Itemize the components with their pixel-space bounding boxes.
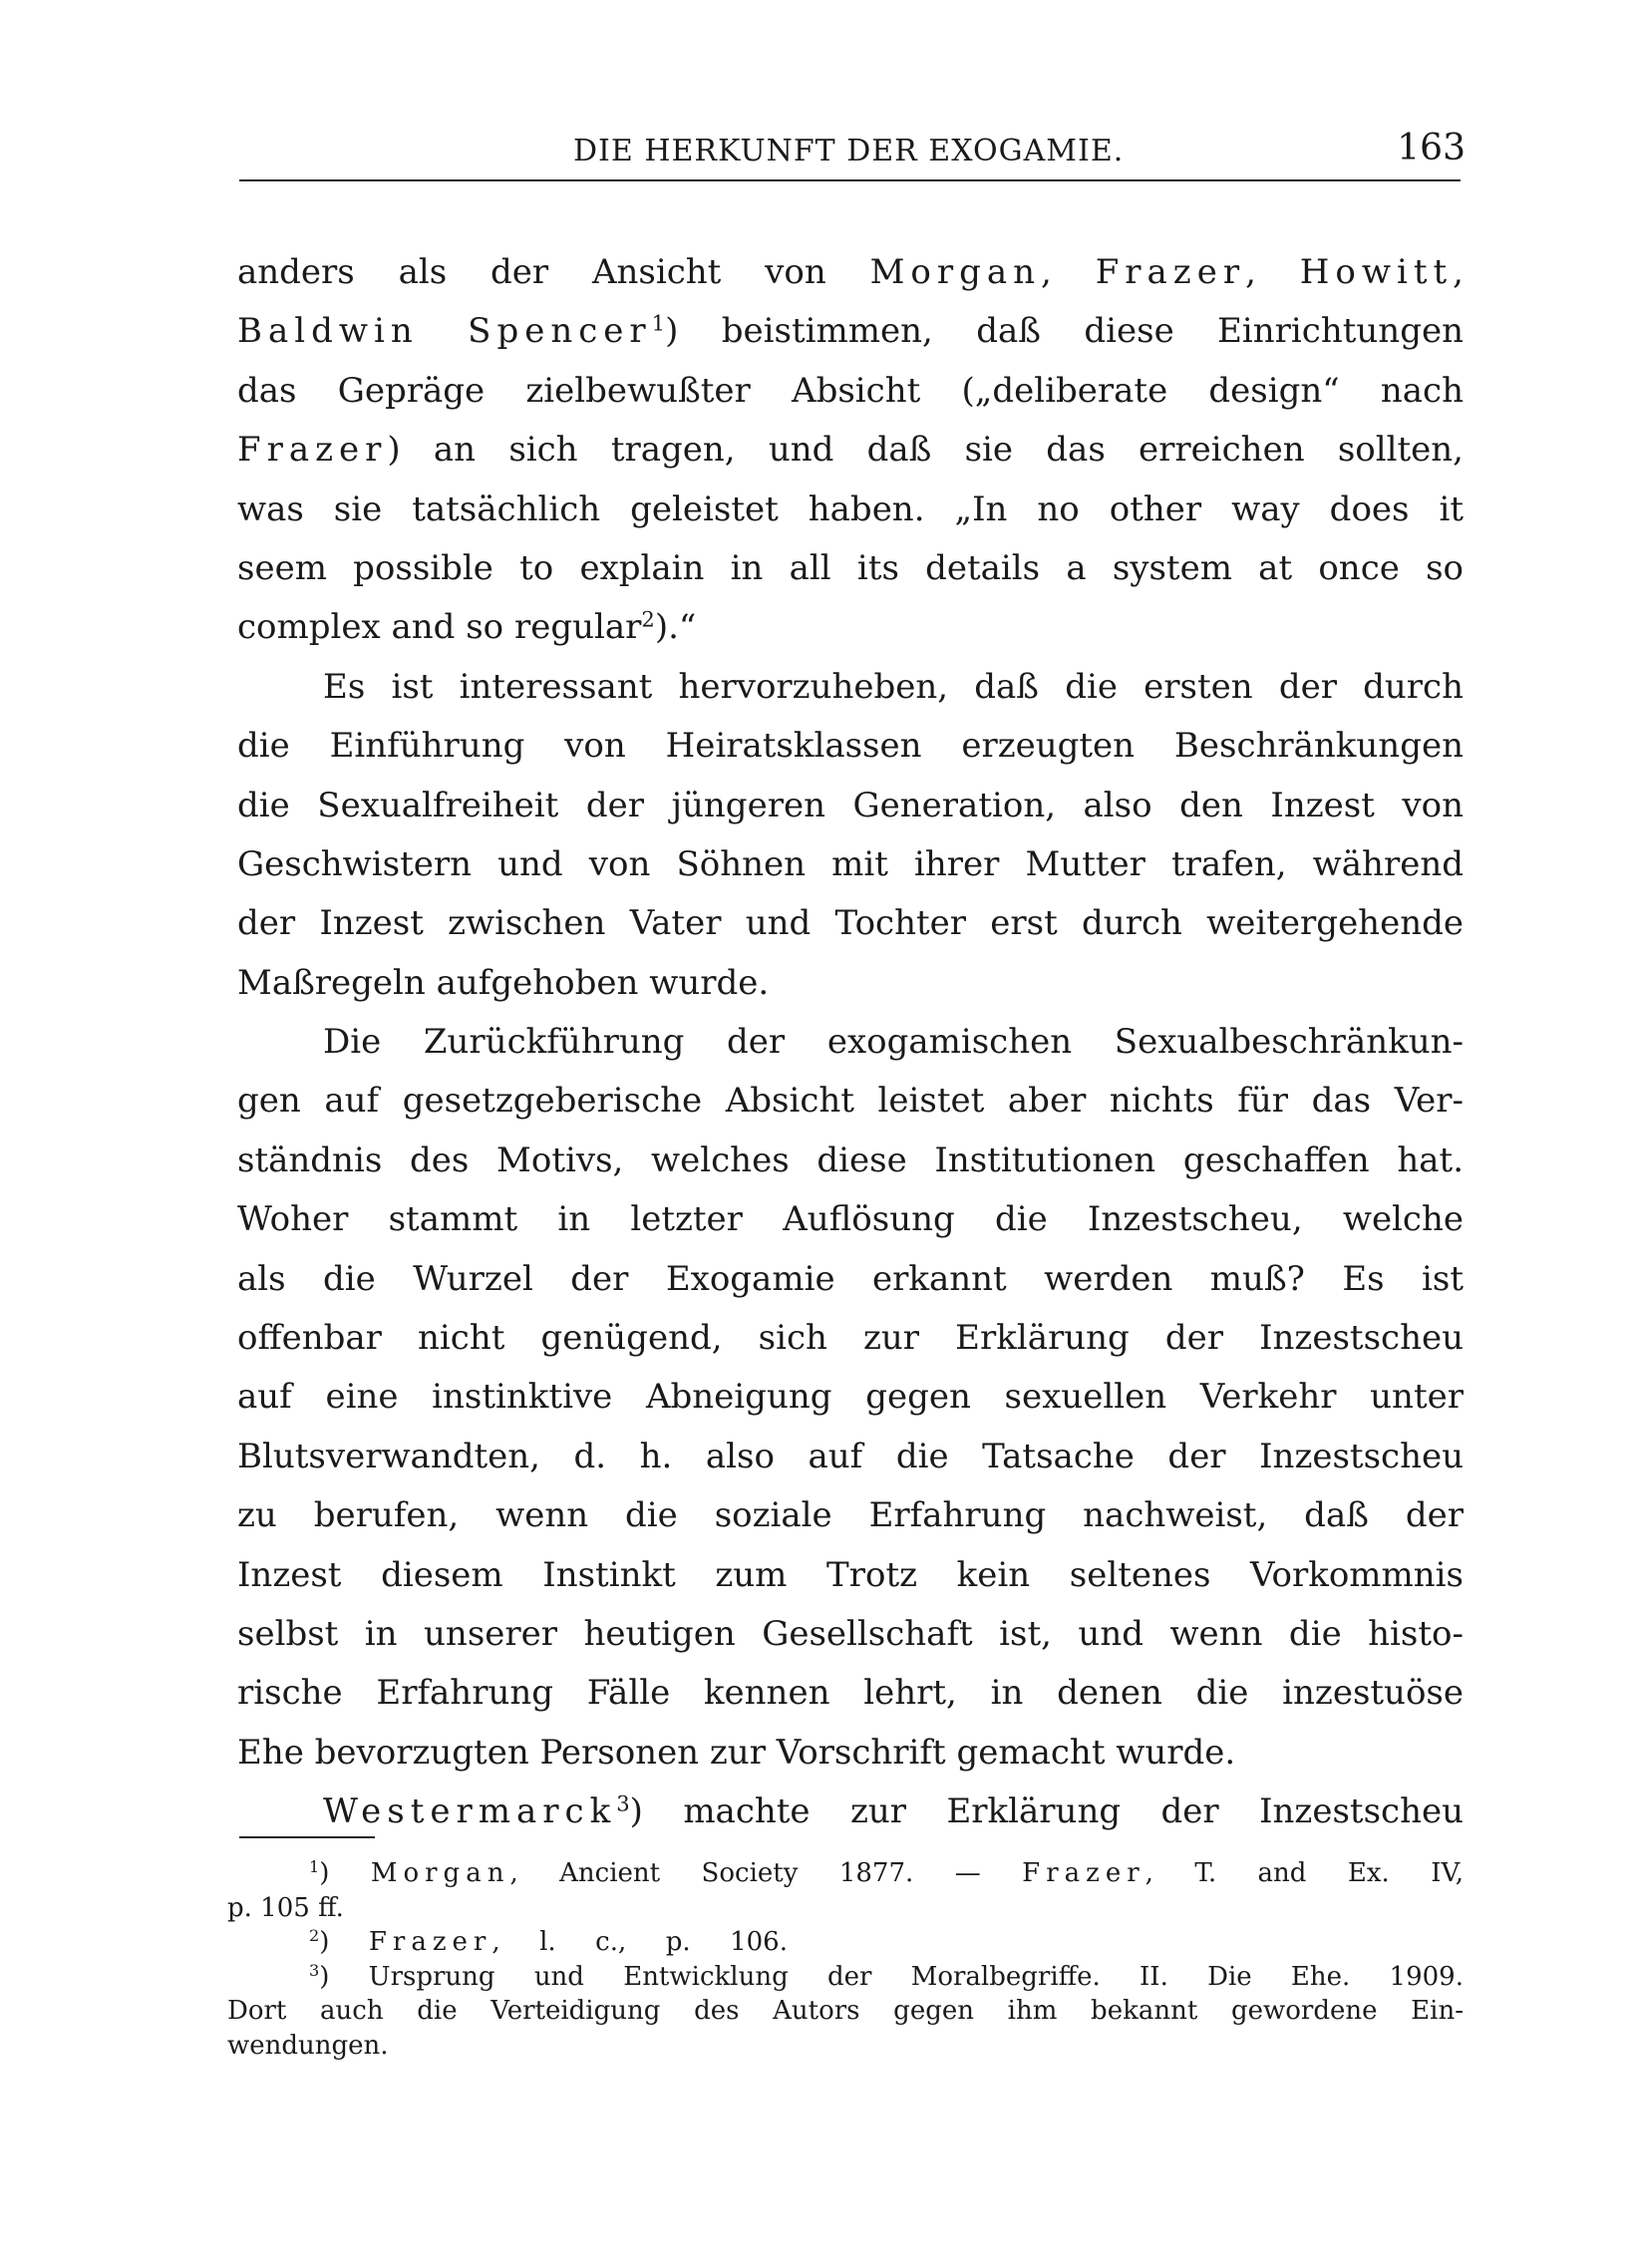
text-line <box>237 598 1464 657</box>
text-run: , <box>1245 252 1300 292</box>
text-line <box>237 362 1464 421</box>
text-run: rische Erfahrung Fälle kennen lehrt, in denen die inzestuöse <box>237 1673 1464 1714</box>
spaced-name: Frazer <box>237 430 388 471</box>
text-line <box>237 1368 1464 1427</box>
footnote-marker: 3 <box>309 1960 320 1980</box>
text-run: ) <box>319 1927 369 1957</box>
footnote-line <box>227 1856 1464 1891</box>
text-run: seem possible to explain in all its details a system at once so <box>237 547 1464 588</box>
text-line <box>237 835 1464 894</box>
text-line <box>237 894 1464 953</box>
text-run: , <box>1453 252 1464 292</box>
footnote-line <box>227 2029 1464 2064</box>
text-run: was sie tatsächlich geleistet haben. „In no other way does it <box>237 488 1464 529</box>
text-run: selbst in unserer heutigen Gesellschaft ist, und wenn die histo- <box>237 1613 1464 1654</box>
page-number: 163 <box>1397 128 1466 168</box>
text-line <box>237 1013 1464 1072</box>
text-line <box>237 481 1464 539</box>
footnote-line <box>227 1925 788 1960</box>
text-line <box>237 302 1464 361</box>
text-line <box>237 658 1464 717</box>
text-line <box>237 1132 1464 1190</box>
body-text <box>237 243 1464 1842</box>
text-run: die Einführung von Heiratsklassen erzeugten Beschränkungen <box>237 726 1464 767</box>
header-rule <box>239 179 1461 181</box>
text-run: der Inzest zwischen Vater und Tochter erst durch weitergehende <box>237 903 1464 944</box>
text-run: Es ist interessant hervorzuheben, daß die ersten der durch <box>323 666 1464 707</box>
text-line <box>237 954 1464 1013</box>
text-run: Blutsverwandten, d. h. also auf die Tatsache der Inzestscheu <box>237 1436 1464 1476</box>
text-run: ) machte zur Erklärung der Inzestscheu <box>629 1791 1464 1832</box>
text-run: Die Zurückführung der exogamischen Sexualbeschränkun- <box>323 1022 1464 1063</box>
text-line <box>237 243 1464 302</box>
text-line <box>237 1486 1464 1545</box>
footnote-marker: 1 <box>651 310 666 336</box>
footnote-marker: 1 <box>309 1857 320 1877</box>
text-run: wendungen. <box>227 2030 389 2061</box>
text-line <box>237 1250 1464 1309</box>
text-run: die Sexualfreiheit der jüngeren Generation, also den Inzest von <box>237 785 1464 825</box>
text-run: Woher stammt in letzter Auflösung die Inzestscheu, welche <box>237 1199 1464 1240</box>
text-run: Geschwistern und von Söhnen mit ihrer Mutter trafen, während <box>237 843 1464 884</box>
spaced-name: Morgan <box>869 252 1042 292</box>
text-run: ) Ursprung und Entwicklung der Moralbegriffe. II. Die Ehe. 1909. <box>319 1961 1464 1992</box>
text-run: , <box>1041 252 1096 292</box>
running-title: DIE HERKUNFT DER EXOGAMIE. <box>573 134 1125 168</box>
text-line <box>237 777 1464 835</box>
spaced-name: Frazer <box>1022 1858 1145 1888</box>
text-run: Ehe bevorzugten Personen zur Vorschrift gemacht wurde. <box>237 1732 1236 1773</box>
spaced-name: Morgan <box>370 1858 510 1888</box>
footnotes <box>227 1856 1464 2063</box>
text-line <box>237 1782 1464 1841</box>
footnote-marker: 3 <box>616 1790 630 1816</box>
text-run: complex and so regular <box>237 607 642 648</box>
spaced-name: Frazer <box>1095 252 1246 292</box>
text-line <box>237 1190 1464 1249</box>
spaced-name: Howitt <box>1299 252 1454 292</box>
text-run: p. 105 ff. <box>227 1892 344 1923</box>
text-line <box>237 1664 1464 1723</box>
text-run: das Gepräge zielbewußter Absicht („deliberate design“ nach <box>237 370 1464 411</box>
footnote-marker: 2 <box>641 606 655 632</box>
text-line <box>237 1546 1464 1605</box>
text-line <box>237 1605 1464 1664</box>
text-run: , Ancient Society 1877. — <box>509 1858 1023 1888</box>
page-header <box>239 128 1466 181</box>
text-run: auf eine instinktive Abneigung gegen sexuellen Verkehr unter <box>237 1377 1464 1418</box>
text-run: Dort auch die Verteidigung des Autors gegen ihm bekannt gewordene Ein- <box>227 1996 1464 2026</box>
text-line <box>237 1724 1464 1782</box>
text-run: ständnis des Motivs, welches diese Institutionen geschaffen hat. <box>237 1139 1464 1180</box>
text-line <box>237 1309 1464 1368</box>
text-line <box>237 539 1464 598</box>
text-run: Maßregeln aufgehoben wurde. <box>237 962 770 1003</box>
text-line <box>237 421 1464 480</box>
text-line <box>237 1428 1464 1486</box>
text-line <box>237 1072 1464 1131</box>
footnote-line <box>227 1994 1464 2029</box>
text-run: ).“ <box>654 607 697 648</box>
text-run: gen auf gesetzgeberische Absicht leistet aber nichts für das Ver- <box>237 1081 1464 1122</box>
footnote-line <box>227 1960 1464 1995</box>
footnote-separator <box>239 1836 375 1838</box>
spaced-name: Westermarck <box>323 1791 617 1832</box>
text-run: Inzest diesem Instinkt zum Trotz kein seltenes Vorkommnis <box>237 1554 1464 1595</box>
spaced-name: Baldwin Spencer <box>237 311 652 352</box>
text-run: ) <box>319 1858 371 1888</box>
text-run: ) an sich tragen, und daß sie das erreichen sollten, <box>387 430 1464 471</box>
text-run: , l. c., p. 106. <box>491 1927 788 1957</box>
text-run: als die Wurzel der Exogamie erkannt werden muß? Es ist <box>237 1258 1464 1299</box>
spaced-name: Frazer <box>368 1927 492 1957</box>
text-line <box>237 717 1464 776</box>
footnote-line <box>227 1891 1464 1926</box>
text-run: anders als der Ansicht von <box>237 252 870 292</box>
text-run: offenbar nicht genügend, sich zur Erklärung der Inzestscheu <box>237 1318 1464 1359</box>
text-run: zu berufen, wenn die soziale Erfahrung nachweist, daß der <box>237 1495 1464 1536</box>
text-run: ) beistimmen, daß diese Einrichtungen <box>665 311 1464 352</box>
text-run: , T. and Ex. IV, <box>1144 1858 1464 1888</box>
footnote-marker: 2 <box>309 1926 320 1946</box>
